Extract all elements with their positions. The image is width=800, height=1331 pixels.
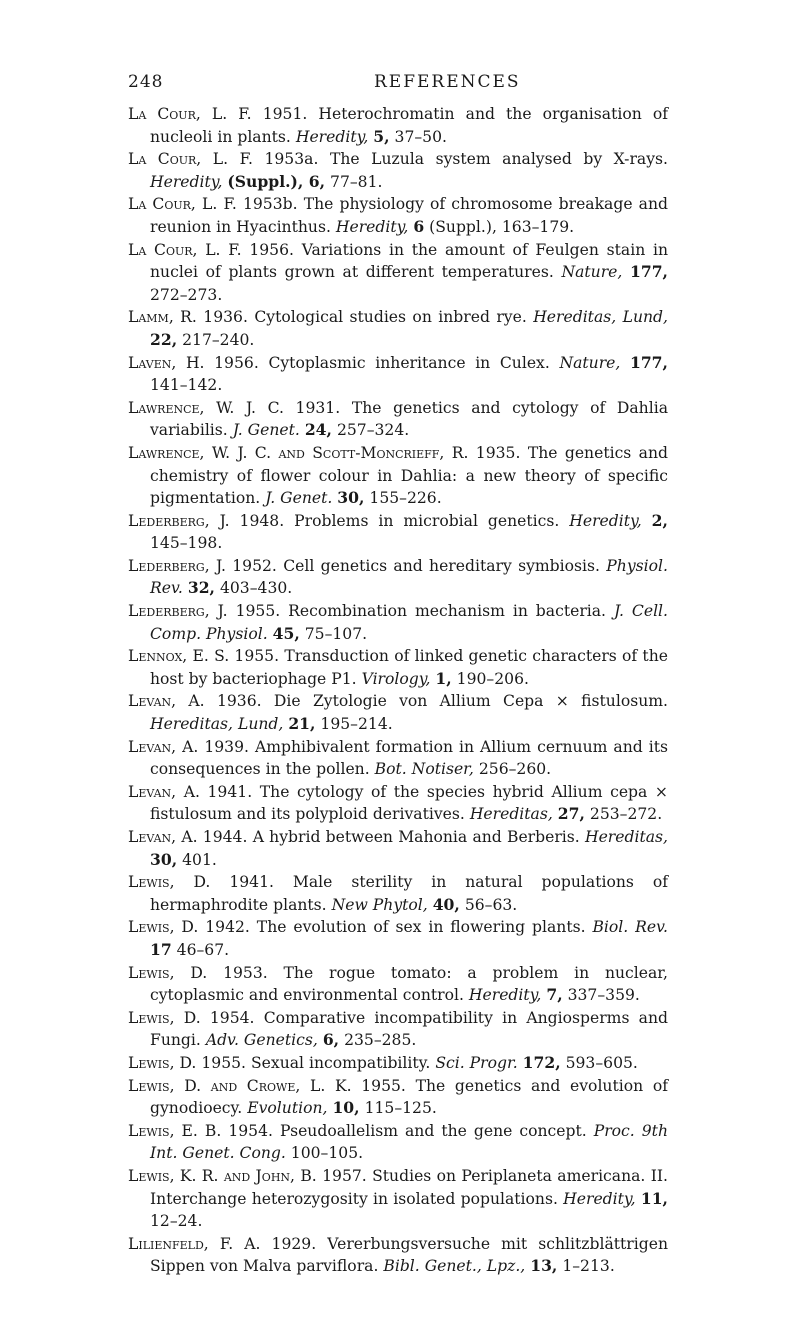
reference-author: Lewis, K. R. and John, B. [128,1166,317,1185]
reference-author: La Cour, L. F. [128,195,237,214]
reference-pages: 253–272. [589,805,663,824]
reference-pages: 190–206. [456,669,529,688]
reference-volume: 172, [522,1052,561,1072]
reference-year: 1957. [322,1166,367,1185]
reference-author: Lewis, E. B. [128,1121,222,1140]
reference-entry [128,1052,668,1075]
reference-volume: 40, [432,894,460,914]
reference-journal: Adv. Genetics, [205,1031,318,1050]
reference-pages: 593–605. [565,1053,638,1072]
reference-author: Lewis, D. [128,1053,197,1072]
reference-journal: Proc. 9th Int. Genet. Cong. [150,1121,668,1163]
reference-entry [128,871,668,916]
reference-entry [128,239,668,307]
reference-year: 1936. [216,692,262,711]
reference-year: 1942. [205,918,250,937]
reference-volume: 30, [150,849,178,869]
reference-author: Lederberg, J. [128,556,226,575]
reference-title: The physiology of chromosome breakage and reunion in Hyacinthus. [150,195,669,236]
reference-entry [128,1075,668,1120]
reference-volume: 30, [337,488,365,508]
reference-year: 1956. [249,240,294,259]
reference-volume: 11, [640,1188,668,1208]
reference-pages: 256–260. [478,760,552,779]
reference-title: Die Zytologie von Allium Cepa × fistulosum. [273,692,668,711]
reference-year: 1955. [235,602,281,621]
reference-year: 1948. [239,511,285,530]
reference-journal: Biol. Rev. [592,918,669,937]
reference-year: 1955. [201,1053,247,1072]
reference-title: Comparative incompatibility in Angiosperms and Fungi. [150,1008,668,1050]
reference-year: 1953. [223,963,268,982]
reference-journal: Sci. Progr. [435,1053,518,1072]
reference-author: Lewis, D. [128,1008,201,1027]
reference-title: Cytoplasmic inheritance in Culex. [268,353,550,372]
reference-volume: 2, [651,510,668,530]
reference-title: Heterochromatin and the organisation of nucleoli in plants. [150,105,668,146]
reference-volume: 27, [557,804,585,824]
reference-entry [128,352,668,397]
reference-entry [128,1233,668,1278]
reference-year: 1955. [234,647,280,666]
reference-journal: J. Genet. [232,421,300,440]
reference-author: Lamm, R. [128,308,197,327]
reference-title: Sexual incompatibility. [250,1053,431,1072]
reference-list [128,103,668,1278]
reference-title: Cell genetics and hereditary symbiosis. [283,556,600,575]
reference-journal: Heredity, [295,127,369,146]
reference-author: La Cour, L. F. [128,240,242,259]
reference-entry [128,103,668,148]
reference-title: The Luzula system analysed by X-rays. [329,150,668,169]
reference-volume: 13, [530,1256,558,1276]
reference-year: 1944. [202,828,248,846]
reference-author: La Cour, L. F. [128,150,253,169]
reference-title: Studies on Periplaneta americana. II. Interchange heterozygosity in isolated populations. [150,1166,668,1208]
reference-entry [128,781,668,826]
reference-author: Lewis, D. [128,918,199,937]
reference-pages: 235–285. [344,1031,417,1050]
reference-title: Recombination mechanism in bacteria. [288,602,607,621]
reference-entry [128,826,668,871]
reference-title: Cytological studies on inbred rye. [254,308,527,327]
reference-pages: 56–63. [464,895,518,914]
reference-pages: 145–198. [150,534,223,553]
reference-author: Lederberg, J. [128,511,230,530]
reference-volume: 6 [413,216,425,236]
reference-entry [128,645,668,690]
reference-entry [128,397,668,442]
reference-author: Lilienfeld, F. A. [128,1234,261,1253]
reference-title: The evolution of sex in flowering plants. [256,918,586,937]
reference-journal: Heredity, [468,986,542,1005]
reference-journal: Evolution, [247,1099,328,1118]
reference-title: Transduction of linked genetic characters of the host by bacteriophage P1. [150,647,668,688]
reference-journal: Hereditas, Lund, [150,715,284,734]
reference-year: 1953a. [264,150,319,169]
reference-pages: 141–142. [150,376,223,395]
reference-journal: Bibl. Genet., Lpz., [383,1257,526,1276]
reference-volume: 32, [187,578,215,598]
reference-pages: 195–214. [320,715,393,734]
reference-author: Levan, A. [128,692,205,711]
reference-year: 1936. [203,308,248,327]
reference-author: Lewis, D. [128,873,211,892]
reference-entry [128,962,668,1007]
reference-pages: 1–213. [562,1257,615,1276]
reference-volume: 177, [630,262,668,282]
reference-pages: 337–359. [567,986,640,1005]
reference-year: 1954. [228,1121,273,1140]
reference-entry [128,1165,668,1233]
reference-entry [128,916,668,961]
reference-author: Levan, A. [128,782,200,801]
reference-volume: 5, [373,126,390,146]
reference-volume: 17 [150,939,172,959]
reference-pages: 100–105. [290,1144,364,1163]
reference-journal: J. Genet. [265,489,333,508]
reference-pages: 403–430. [219,579,293,598]
reference-title: A hybrid between Mahonia and Berberis. [252,828,580,846]
reference-pages: 272–273. [150,285,223,304]
reference-journal: J. Cell. Comp. Physiol. [150,602,668,643]
reference-journal: Heredity, [335,217,409,236]
reference-year: 1931. [295,398,341,417]
reference-year: 1941. [229,873,274,892]
reference-entry [128,1120,668,1165]
reference-volume: 6, [322,1030,340,1050]
reference-journal: Nature, [559,353,621,372]
reference-journal: Heredity, [569,511,642,530]
reference-title: The genetics and evolution of gynodioecy. [150,1076,668,1118]
reference-year: 1939. [204,737,249,756]
reference-entry [128,193,668,238]
reference-title: Amphibivalent formation in Allium cernuum and its consequences in the pollen. [150,737,668,779]
reference-entry [128,306,668,351]
reference-author: Lawrence, W. J. C. and Scott-Moncrieff, R. [128,443,469,462]
reference-pages: 155–226. [369,489,442,508]
reference-volume: 1, [435,668,452,688]
reference-volume: 22, [150,329,178,349]
reference-entry [128,442,668,510]
reference-pages: 75–107. [304,624,368,643]
reference-pages: 217–240. [182,330,255,349]
reference-journal: Hereditas, [469,805,553,824]
reference-entry [128,736,668,781]
reference-entry [128,148,668,193]
reference-author: Lawrence, W. J. C. [128,398,284,417]
reference-volume: 21, [288,714,316,734]
reference-journal: Heredity, [563,1189,636,1208]
reference-pages: 37–50. [394,127,447,146]
reference-pages: 12–24. [150,1212,203,1231]
reference-volume: 10, [332,1098,360,1118]
reference-entry [128,555,668,600]
reference-title: The cytology of the species hybrid Allium cepa × fistulosum and its polyploid derivatives. [150,782,668,824]
reference-title: Vererbungsversuche mit schlitzblättrigen Sippen von Malva parviflora. [150,1234,668,1276]
reference-year: 1956. [214,353,259,372]
reference-journal: New Phytol, [331,895,428,914]
reference-year: 1951. [262,105,308,123]
reference-journal: Hereditas, [584,828,668,846]
reference-journal: Physiol. Rev. [150,556,668,598]
reference-author: Laven, H. [128,353,205,372]
reference-author: Lennox, E. S. [128,647,230,666]
reference-volume: 7, [546,985,563,1005]
reference-pages: 77–81. [330,172,383,191]
reference-volume: 177, [629,352,668,372]
reference-entry [128,1007,668,1052]
reference-title: The genetics and chemistry of flower colour in Dahlia: a new theory of specific pigmentation. [150,443,668,508]
reference-year: 1952. [232,556,277,575]
reference-title: Problems in microbial genetics. [294,511,560,530]
reference-entry [128,510,668,555]
reference-pages: 115–125. [364,1099,437,1118]
reference-year: 1929. [271,1234,317,1253]
reference-volume: (Suppl.), 6, [227,171,326,191]
reference-author: Lewis, D. and Crowe, L. K. [128,1076,352,1095]
reference-year: 1935. [475,443,521,462]
reference-journal: Bot. Notiser, [374,760,474,779]
reference-title: The rogue tomato: a problem in nuclear, cytoplasmic and environmental control. [150,963,668,1005]
reference-pages: 401. [182,850,217,869]
reference-year: 1953b. [242,195,298,214]
reference-pages: 46–67. [176,940,230,959]
page-number: 248 [128,72,164,92]
reference-title: The genetics and cytology of Dahlia variabilis. [150,398,668,440]
reference-author: Lederberg, J. [128,602,228,621]
reference-author: Levan, A. [128,828,198,846]
reference-entry [128,690,668,735]
reference-author: Lewis, D. [128,963,208,982]
reference-year: 1941. [207,782,253,801]
reference-volume: 45, [272,623,300,643]
reference-title: Male sterility in natural populations of hermaphrodite plants. [150,873,668,914]
reference-pages: 257–324. [336,421,410,440]
reference-volume: 24, [304,420,332,440]
reference-journal: Hereditas, Lund, [533,308,668,327]
reference-journal: Heredity, [150,172,223,191]
reference-title: Variations in the amount of Feulgen stain in nuclei of plants grown at different temperatures. [150,240,668,282]
reference-journal: Nature, [561,263,623,282]
reference-year: 1955. [361,1076,406,1095]
reference-entry [128,600,668,645]
page-title: REFERENCES [374,72,521,92]
reference-author: Levan, A. [128,737,199,756]
reference-journal: Virology, [361,669,431,688]
reference-author: La Cour, L. F. [128,105,252,123]
reference-title: Pseudoallelism and the gene concept. [280,1121,587,1140]
reference-pages: (Suppl.), 163–179. [429,217,575,236]
reference-year: 1954. [209,1008,255,1027]
